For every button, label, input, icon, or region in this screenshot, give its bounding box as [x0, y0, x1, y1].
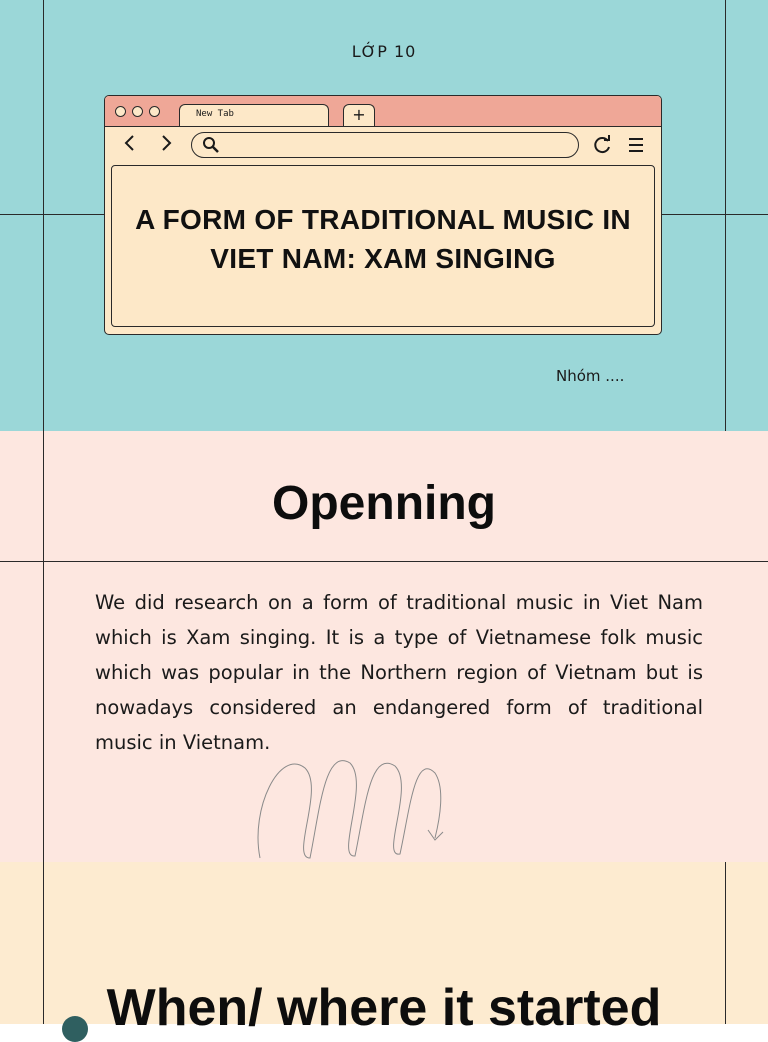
right-grid-line-top: [725, 0, 726, 431]
search-icon: [202, 136, 220, 158]
section-heading-when-where: When/ where it started: [106, 979, 662, 1037]
page-title: A FORM OF TRADITIONAL MUSIC IN VIET NAM: XAM SINGING: [135, 204, 631, 274]
address-bar: [191, 132, 579, 158]
opening-heading: Openning: [272, 477, 496, 530]
forward-arrow-icon: [159, 134, 173, 156]
menu-icon: [627, 136, 645, 158]
reload-icon: [591, 134, 613, 160]
browser-mockup: [104, 95, 662, 335]
window-dot-icon: [149, 106, 160, 117]
window-dot-icon: [132, 106, 143, 117]
browser-tab: [179, 104, 329, 126]
horizontal-grid-line-2: [0, 561, 768, 562]
scribble-decoration: [250, 748, 460, 864]
back-arrow-icon: [123, 134, 137, 156]
opening-paragraph: We did research on a form of traditional music in Viet Nam which is Xam singing. It is a type of Vietnamese folk music which was popular in the Northern region of Vietnam but is nowadays considered an endangered form of traditional music in Vietnam.: [95, 591, 703, 754]
browser-titlebar: [105, 96, 661, 127]
group-label: Nhóm ....: [556, 367, 625, 385]
browser-viewport: [111, 165, 655, 327]
window-dot-icon: [115, 106, 126, 117]
tab-label: New Tab: [196, 109, 234, 119]
grade-label: LỚP 10: [351, 42, 417, 61]
new-tab-button: +: [343, 104, 375, 126]
decorative-circle: [62, 1016, 88, 1042]
